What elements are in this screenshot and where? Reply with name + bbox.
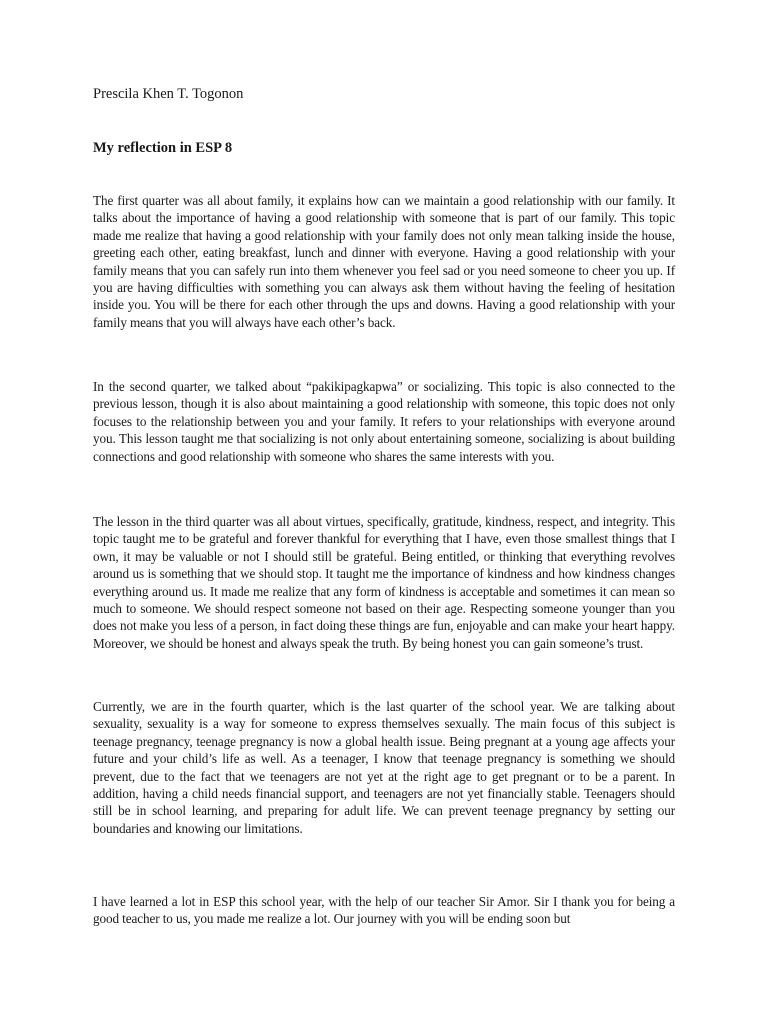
paragraph-third-quarter: The lesson in the third quarter was all about virtues, specifically, gratitude, kindness, respect, and integrity. This topic taught me to be grateful and forever thankful for everything that I have, even those smallest things that I own, it may be valuable or not I should still be grateful. Being entitled, or thinking that everything revolves around us is something that we should stop. It taught me the importance of kindness and how kindness changes everything around us. It made me realize that any form of kindness is acceptable and sometimes it can mean so much to someone. We should respect someone not based on their age. Respecting someone younger than you does not make you less of a person, in fact doing these things are fun, enjoyable and can make your heart happy. Moreover, we should be honest and always speak the truth. By being honest you can gain someone’s trust. <box>93 514 675 651</box>
paragraph-fourth-quarter: Currently, we are in the fourth quarter, which is the last quarter of the school year. We are talking about sexuality, sexuality is a way for someone to express themselves sexually. The main focus of this subject is teenage pregnancy, teenage pregnancy is now a global health issue. Being pregnant at a young age affects your future and your child’s life as well. As a teenager, I know that teenage pregnancy is something we should prevent, due to the fact that we teenagers are not yet at the right age to get pregnant or to be a parent. In addition, having a child needs financial support, and teenagers are not yet financially stable. Teenagers should still be in school learning, and preparing for adult life. We can prevent teenage pregnancy by setting our boundaries and knowing our limitations. <box>93 699 675 836</box>
paragraph-second-quarter: In the second quarter, we talked about “pakikipagkapwa” or socializing. This topic is also connected to the previous lesson, though it is also about maintaining a good relationship with someone, this topic does not only focuses to the relationship between you and your family. It refers to your relationships with everyone around you. This lesson taught me that socializing is not only about entertaining someone, socializing is about building connections and good relationship with someone who shares the same interests with you. <box>93 379 675 464</box>
paragraph-first-quarter: The first quarter was all about family, it explains how can we maintain a good relationship with our family. It talks about the importance of having a good relationship with someone that is part of our family. This topic made me realize that having a good relationship with your family does not only mean talking inside the house, greeting each other, eating breakfast, lunch and dinner with everyone. Having a good relationship with your family means that you can safely run into them whenever you feel sad or you need someone to cheer you up. If you are having difficulties with something you can always ask them without having the feeling of hesitation inside you. You will be there for each other through the ups and downs. Having a good relationship with your family means that you will always have each other’s back. <box>93 193 675 330</box>
document-title: My reflection in ESP 8 <box>93 140 233 156</box>
paragraph-conclusion: I have learned a lot in ESP this school year, with the help of our teacher Sir Amor. Sir I thank you for being a good teacher to us, you made me realize a lot. Our journey with you will be ending soon but <box>93 894 675 927</box>
author-name: Prescila Khen T. Togonon <box>93 86 244 102</box>
